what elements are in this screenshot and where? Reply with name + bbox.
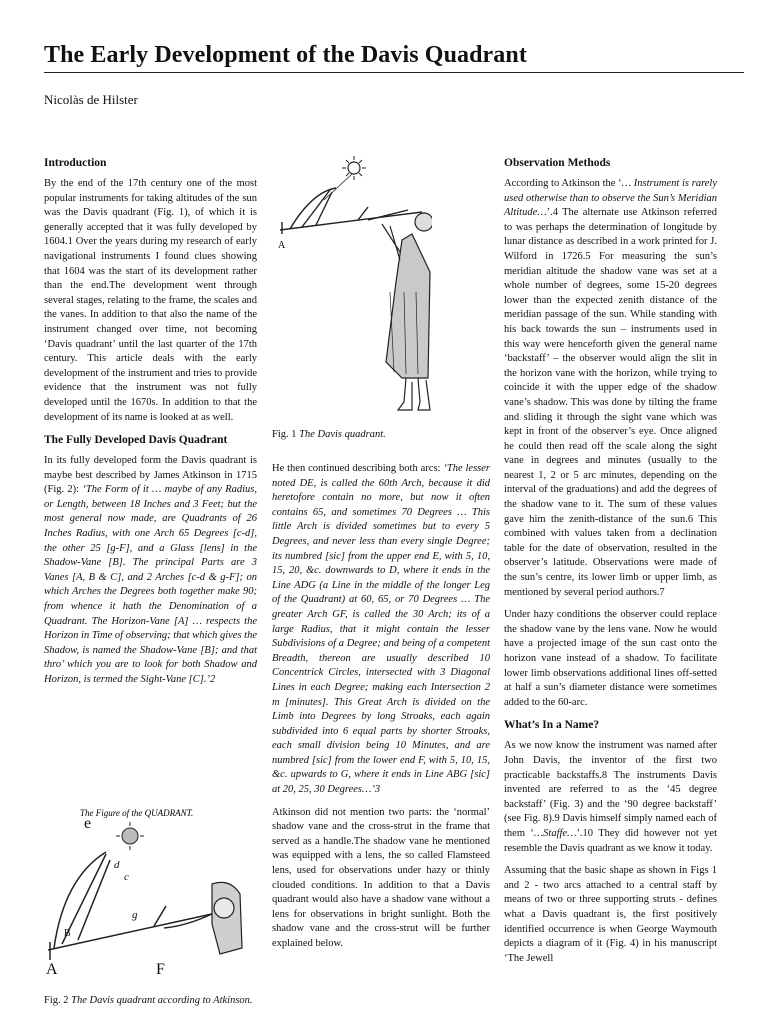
fig1-caption-title: The Davis quadrant.: [299, 429, 386, 440]
obs-lead: According to Atkinson the ‘: [504, 178, 622, 189]
fig2-label-d: d: [114, 859, 120, 871]
name-p1-quote: …Staffe…: [533, 827, 577, 839]
heading-fully-developed: The Fully Developed Davis Quadrant: [44, 434, 228, 447]
name-p1-a: As we now know the instrument was named after John Davis, the inventor of the first two practicable backstaffs.8 The instruments Davis invented are referred to as the ‘45 degree backstaff’ (Fig. 3) and the ‘90 degree backstaff’ (see Fig. 8).9 Davis himself simply named each of them ‘: [504, 740, 717, 839]
heading-whats-in-a-name: What’s In a Name?: [504, 719, 600, 732]
column-left: [44, 156, 257, 696]
author-name: Nicolàs de Hilster: [44, 92, 138, 107]
atkinson-quote-2: ‘The lesser noted DE, is called the 60th Arch, because it did heretofore contain no more, but now it often contains 65, and sometimes 70 Degrees … This little Arch is divided sometimes but to every 5 Degrees, and never less than every single Degree; its numbred [sic] from the upper end E, with 5, 10, 15, 20, &c. downwards to D, where it ends in the Line ADG (a Line in the middle of the longer Leg of the Quadrant) at 60, 65, or 70 Degrees … The greater Arch GF, is called the 30 Arch; its of a large Radius, that it might contain the lesser Subdivisions of a Degree; and being of a competent Breadth, thereon are usually described 10 Concentrick Circles, intersected with 3 Diagonal Lines in each Degree; making each Intersection 2 m [minutes]. This Great Arch is divided on the Limb into Degrees by long Stroaks, each again subdivided into 6 equal parts by shorter Stroaks, each small division being 10 Minutes, and are numbred [sic] from the lower end F, with 5, 10, 15, &c. upwards to G, where it ends in Line ABG [sic] at 20, 25, 30 Degrees…’3: [272, 463, 491, 796]
quadrant-instrument: [48, 852, 230, 960]
atkinson-quote-1: ‘The Form of it … maybe of any Radius, or Length, between 18 Inches and 3 Feet; but the most general now made, are Quadrants of 26 Inches Radius, with one Arch 65 Degrees [c-d], the other 25 [g-F], and a Glass [lens] in the Shadow-Vane [B]. The principal Parts are 3 Vanes [A, B & C], and 2 Arches [c-d & g-F]; on which Arches the Degrees both together make 90; from whence it hath the Denomination of a Quadrant. The Horizon-Vane [A] … respects the Horizon in Time of observing; that which gives the Shadow, is named the Shadow-Vane [B]; and that thro’ which you are to look for both Shadow and Horizon, is termed the Sight-Vane [C].’2: [44, 484, 258, 685]
fig2-caption-title: The Davis quadrant according to Atkinson.: [71, 995, 253, 1006]
paragraph-fully-developed: [44, 454, 257, 688]
fig2-caption-prefix: Fig. 2: [44, 995, 69, 1006]
fig2-label-f: F: [156, 961, 165, 978]
paragraph-name-1: [504, 739, 717, 856]
fig1-label-a: A: [278, 240, 286, 251]
article-title: The Early Development of the Davis Quadrant: [44, 42, 527, 68]
sun-icon: [116, 822, 144, 850]
developed-lead: In its fully developed form the Davis quadrant is maybe best described by James Atkinson in 1715 (Fig. 2):: [44, 455, 257, 496]
figure-1-caption: [272, 428, 386, 442]
paragraph-missing-parts: Atkinson did not mention two parts: the ‘normal’ shadow vane and the cross-strut in the frame that served as a handle.The shadow vane he mentioned was equipped with a lens, the so called Flamsteed lens, used for observations under hazy or thinly clouded conditions. In addition to that a Davis quadrant would also have a shadow vane without a lens for observations in bright sunlight. Both the shadow vane and the cross-strut will be further explained below.: [272, 806, 490, 949]
name-p1-b: ’.10 They did however not yet resemble the Davis quadrant as we know it today.: [504, 827, 717, 854]
fig1-caption-prefix: Fig. 1: [272, 429, 297, 440]
paragraph-observation-2: Under hazy conditions the observer could replace the shadow vane by the lens vane. Now he would have a projected image of the sun cast onto the horizon vane instead of a shadow. To facilitate lower limb observations additional lines off-setted at half a sun’s diameter distance were sometimes added to the 60-arc.: [504, 609, 717, 708]
obs-rest: ’.4 The alternate use Atkinson referred to was perhaps the determination of longitude by lunar distance as described in a work printed for J. Wilford in 1726.5 For measuring the sun’s meridian altitude the shadow vane was set at a whole number of degrees, some 15-20 degrees lower than the expected zenith distance of the meridian passage of the sun. While standing with his back towards the sun – instruments used in this way were henceforth given the general name ‘backstaff’ – the observer would align the slit in the horizon vane with the horizon, while trying to coincide it with the upper edge of the shadow vane’s shadow. This was done by tilting the frame and sliding it through the sight vane which was kept in front of the observer’s eye. Once aligned he could then read off the scale along the sight vane in degrees and minutes (usually to the nearest 1, 2 or 5 arc minutes, depending on the interval of the graduations) and add the degrees of the shadow vane to it. The sum of these values gave him the zenith-distance of the sun.6 This combined with values taken from a declination table for the date of observation, resulted in the observer’s latitude. Observations were made of the sun’s centre, its lower limb or upper limb, as mentioned by several period authors.7: [504, 207, 717, 598]
quadrant-instrument: [280, 188, 422, 234]
fig2-label-g: g: [132, 909, 138, 921]
observer-head: [212, 882, 242, 954]
paragraph-arcs: [272, 462, 490, 798]
sun-icon: [342, 156, 366, 180]
fig2-label-a: A: [46, 961, 58, 978]
fig2-label-c: c: [124, 871, 129, 883]
figure-2-atkinson-quadrant: [44, 798, 250, 988]
paragraph-introduction: By the end of the 17th century one of the most popular instruments for taking altitudes of the sun was the Davis quadrant (Fig. 1), of which it is generally accepted that it was fully developed by 1604.1 Over the years during my research of early navigational instruments I found clues showing that 1604 was the start of its development rather than the end.The development went through several stages, relating to the frame, the scales and the vanes. In addition to that also the name of the instrument changed over time, not becoming ‘Davis quadrant’ until the last quarter of the 17th century. This article deals with the early development of the instrument and tries to provide evidence that the instrument was not fully developed until the 1670s. In addition to that the development of its name is looked at as well.: [44, 178, 257, 423]
column-right: [504, 156, 717, 974]
observer-figure: [382, 213, 432, 410]
paragraph-name-2: Assuming that the basic shape as shown in Figs 1 and 2 - two arcs attached to a central staff by means of two or three supporting struts - defines what a Davis quadrant is, the first positively identified occurrence is when George Waymouth depicts a diagram of it (Fig. 4) in his manuscript ‘The Jewell: [504, 865, 717, 964]
figure-1-davis-quadrant: [272, 152, 432, 424]
heading-observation-methods: Observation Methods: [504, 157, 611, 169]
column-middle: [272, 462, 490, 960]
paragraph-observation-1: [504, 177, 717, 600]
fig2-label-b: B: [64, 928, 71, 939]
figure-2-caption: [44, 994, 254, 1008]
title-rule: [44, 72, 744, 73]
obs-quote: … Instrument is rarely used otherwise than to observe the Sun’s Meridian Altitude…: [504, 178, 718, 219]
arcs-lead: He then continued describing both arcs:: [272, 463, 441, 474]
fig2-header: The Figure of the QUADRANT.: [80, 808, 194, 818]
fig2-label-e: e: [84, 815, 92, 832]
heading-introduction: Introduction: [44, 157, 107, 169]
